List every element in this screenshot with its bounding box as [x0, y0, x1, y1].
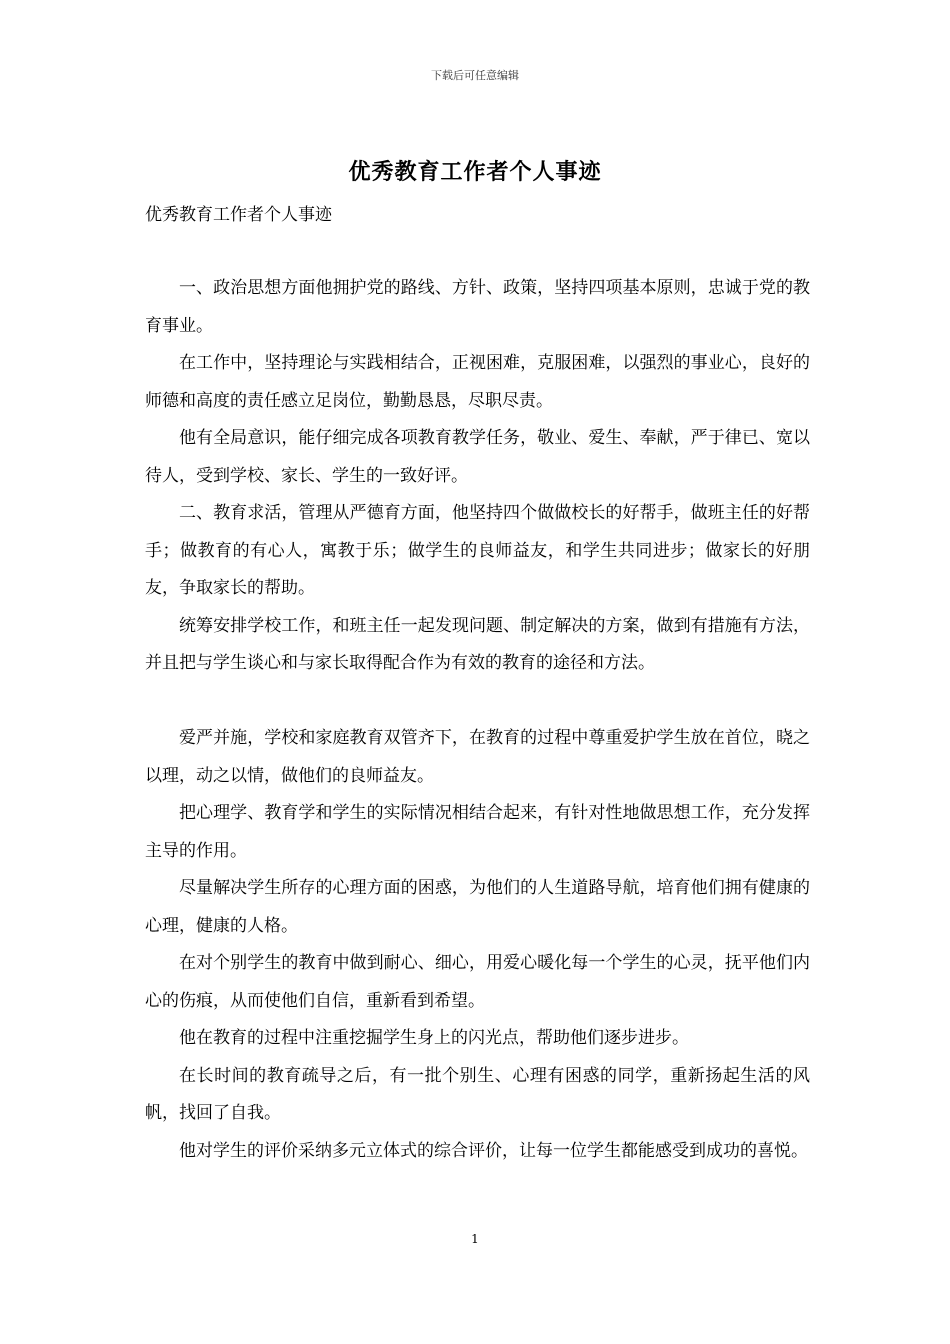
paragraph: 在工作中，坚持理论与实践相结合，正视困难，克服困难，以强烈的事业心，良好的师德和高度的责任感立足岗位，勤勤恳恳，尽职尽责。 — [145, 353, 810, 411]
paragraph: 把心理学、教育学和学生的实际情况相结合起来，有针对性地做思想工作，充分发挥主导的作用。 — [145, 803, 810, 861]
page-number: 1 — [471, 1232, 479, 1246]
paragraph: 他有全局意识，能仔细完成各项教育教学任务，敬业、爱生、奉献，严于律已、宽以待人，受到学校、家长、学生的一致好评。 — [145, 428, 810, 486]
paragraph: 尽量解决学生所存的心理方面的困惑，为他们的人生道路导航，培育他们拥有健康的心理，健康的人格。 — [145, 878, 810, 936]
paragraph: 在长时间的教育疏导之后，有一批个别生、心理有困惑的同学，重新扬起生活的风帆，找回了自我。 — [145, 1065, 810, 1123]
paragraph: 爱严并施，学校和家庭教育双管齐下，在教育的过程中尊重爱护学生放在首位，晓之以理，动之以情，做他们的良师益友。 — [145, 728, 810, 786]
paragraph: 他对学生的评价采纳多元立体式的综合评价，让每一位学生都能感受到成功的喜悦。 — [179, 1140, 808, 1161]
header-note: 下载后可任意编辑 — [431, 69, 519, 82]
document-subtitle: 优秀教育工作者个人事迹 — [145, 205, 332, 225]
document-body — [145, 270, 810, 1170]
document-title: 优秀教育工作者个人事迹 — [348, 159, 602, 185]
paragraph: 二、教育求活，管理从严德育方面，他坚持四个做做校长的好帮手，做班主任的好帮手；做教育的有心人，寓教于乐；做学生的良师益友，和学生共同进步；做家长的好朋友，争取家长的帮助。 — [145, 503, 810, 598]
paragraph: 他在教育的过程中注重挖掘学生身上的闪光点，帮助他们逐步进步。 — [179, 1028, 689, 1048]
paragraph: 统筹安排学校工作，和班主任一起发现问题、制定解决的方案，做到有措施有方法，并且把与学生谈心和与家长取得配合作为有效的教育的途径和方法。 — [145, 615, 810, 673]
paragraph: 在对个别学生的教育中做到耐心、细心，用爱心暖化每一个学生的心灵，抚平他们内心的伤痕，从而使他们自信，重新看到希望。 — [145, 953, 810, 1011]
paragraph: 一、政治思想方面他拥护党的路线、方针、政策，坚持四项基本原则，忠诚于党的教育事业。 — [145, 278, 810, 336]
